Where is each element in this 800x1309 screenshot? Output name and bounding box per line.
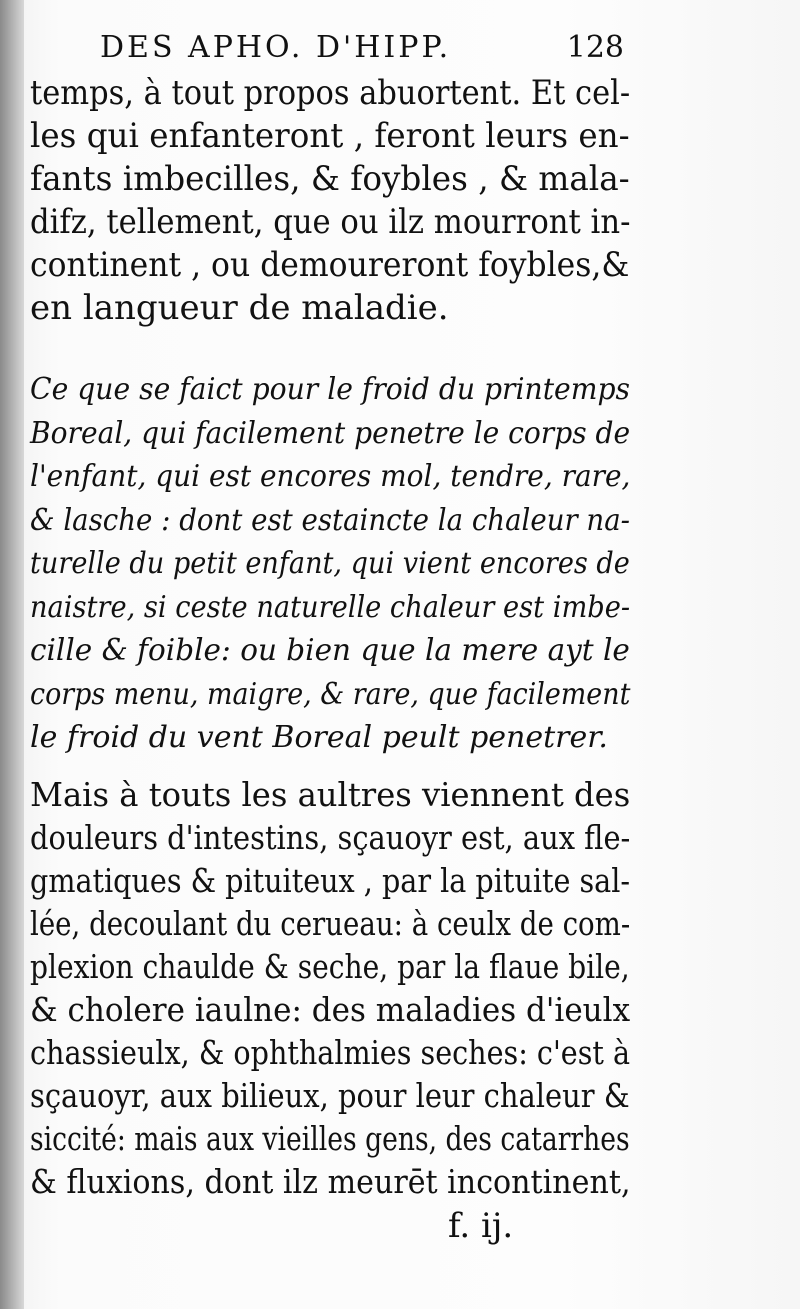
signature-mark: f. ij. — [448, 1206, 514, 1246]
text-line: plexion chaulde & seche, par la flaue bile, — [30, 947, 630, 986]
text-line: siccité: mais aux vieilles gens, des catarrhes — [30, 1119, 630, 1158]
text-line: l'enfant, qui est encores mol, tendre, rare, — [30, 459, 631, 494]
text-line: & fluxions, dont ilz meurēt incontinent, — [30, 1162, 631, 1201]
text-line: naistre, si ceste naturelle chaleur est imbe- — [30, 589, 631, 625]
text-line: corps menu, maigre, & rare, que facilement — [30, 676, 631, 712]
text-line: en langueur de maladie. — [30, 288, 449, 328]
page-number: 128 — [566, 30, 624, 65]
text-line: les qui enfanteront , feront leurs en- — [30, 116, 630, 156]
commentary-paragraph — [30, 368, 630, 760]
text-line: gmatiques & pituiteux , par la pituite sal- — [30, 861, 631, 900]
text-line: temps, à tout propos abuortent. Et cel- — [30, 73, 631, 113]
text-line: & cholere iaulne: des maladies d'ieulx — [30, 990, 631, 1029]
running-title: DES APHO. D'HIPP. — [100, 30, 452, 65]
text-line: continent , ou demoureront foybles,& — [30, 245, 630, 285]
text-line: fants imbecilles, & foybles , & mala- — [30, 159, 630, 199]
paragraph-3 — [30, 773, 630, 1203]
text-line: Ce que se faict pour le froid du printemps — [30, 372, 630, 407]
text-line: douleurs d'intestins, sçauoyr est, aux fle- — [30, 818, 631, 857]
running-header — [100, 30, 630, 65]
text-line: lée, decoulant du cerueau: à ceulx de com- — [30, 904, 631, 943]
text-line: difz, tellement, que ou ilz mourront in- — [30, 202, 631, 242]
text-line: Mais à touts les aultres viennent des — [30, 775, 631, 814]
text-line: & lasche : dont est estaincte la chaleur na- — [30, 502, 630, 538]
text-line: turelle du petit enfant, qui vient encores de — [30, 546, 630, 581]
text-line: cille & foible: ou bien que la mere ayt le — [30, 633, 630, 668]
text-line: le froid du vent Boreal peult penetrer. — [30, 720, 608, 755]
text-line: Boreal, qui facilement penetre le corps de — [30, 415, 631, 451]
paragraph-1 — [30, 72, 630, 330]
text-line: sçauoyr, aux bilieux, pour leur chaleur & — [30, 1076, 630, 1115]
binding-gutter — [0, 0, 24, 1309]
text-line: chassieulx, & ophthalmies seches: c'est à — [30, 1033, 631, 1072]
